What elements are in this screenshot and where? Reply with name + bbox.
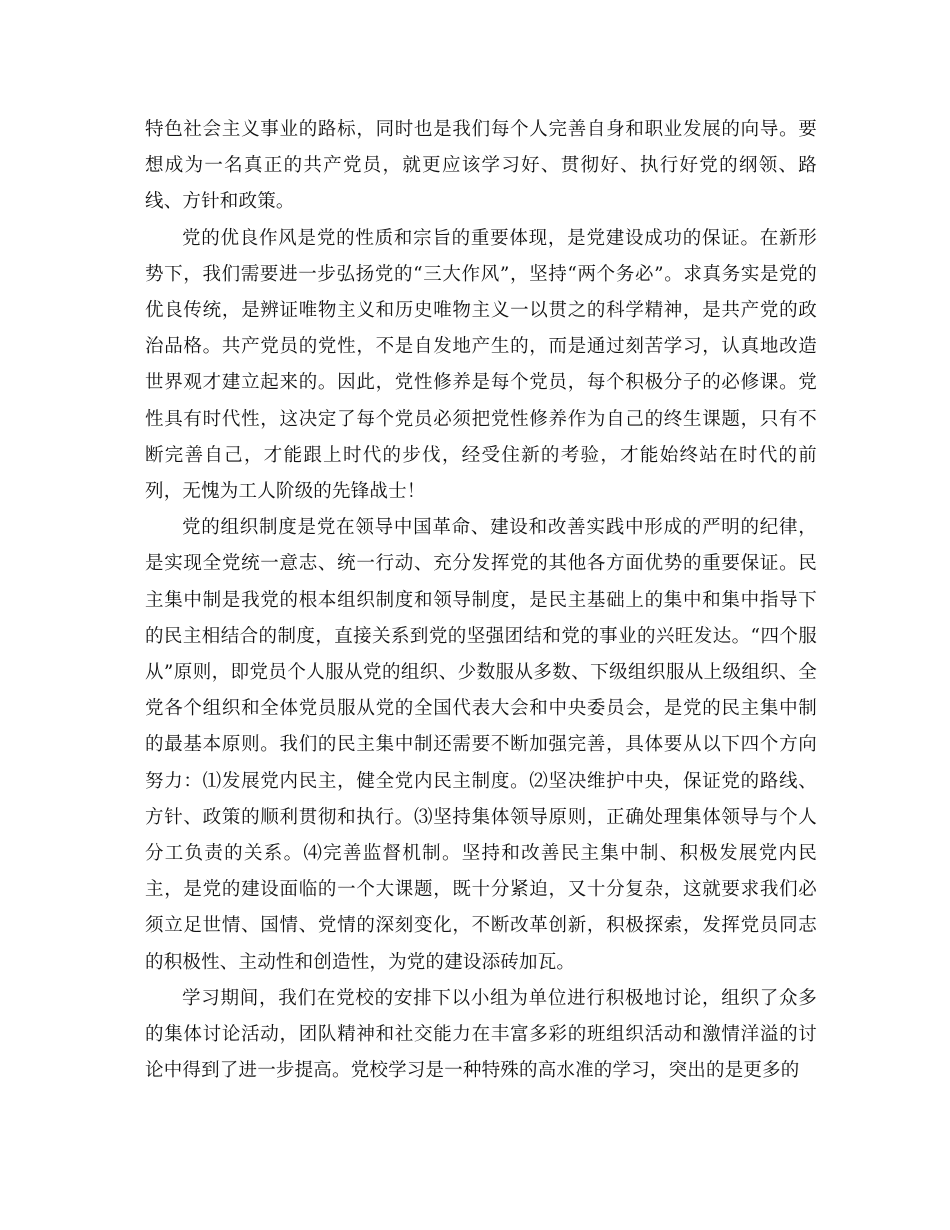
paragraph-3: 党的组织制度是党在领导中国革命、建设和改善实践中形成的严明的纪律，是实现全党统一意志、统一行动、充分发挥党的其他各方面优势的重要保证。民主集中制是我党的根本组织制度和领导制度，是民主基础上的集中和集中指导下的民主相结合的制度，直接关系到党的坚强团结和党的事业的兴旺发达。“四个服从”原则，即党员个人服从党的组织、少数服从多数、下级组织服从上级组织、全党各个组织和全体党员服从党的全国代表大会和中央委员会，是党的民主集中制的最基本原则。我们的民主集中制还需要不断加强完善，具体要从以下四个方向努力：⑴发展党内民主，健全党内民主制度。⑵坚决维护中央，保证党的路线、方针、政策的顺利贯彻和执行。⑶坚持集体领导原则，正确处理集体领导与个人分工负责的关系。⑷完善监督机制。坚持和改善民主集中制、积极发展党内民主，是党的建设面临的一个大课题，既十分紧迫，又十分复杂，这就要求我们必须立足世情、国情、党情的深刻变化，不断改革创新，积极探索，发挥党员同志的积极性、主动性和创造性，为党的建设添砖加瓦。 [145, 517, 817, 973]
paragraph-4: 学习期间，我们在党校的安排下以小组为单位进行积极地讨论，组织了众多的集体讨论活动，团队精神和社交能力在丰富多彩的班组织活动和激情洋溢的讨论中得到了进一步提高。党校学习是一种特殊的高水准的学习，突出的是更多的 [145, 987, 817, 1082]
document-body [145, 112, 817, 1089]
paragraph-1: 特色社会主义事业的路标，同时也是我们每个人完善自身和职业发展的向导。要想成为一名真正的共产党员，就更应该学习好、贯彻好、执行好党的纲领、路线、方针和政策。 [145, 119, 817, 213]
paragraph-2: 党的优良作风是党的性质和宗旨的重要体现，是党建设成功的保证。在新形势下，我们需要进一步弘扬党的“三大作风”，坚持“两个务必”。求真务实是党的优良传统，是辨证唯物主义和历史唯物主义一以贯之的科学精神，是共产党的政治品格。共产党员的党性，不是自发地产生的，而是通过刻苦学习，认真地改造世界观才建立起来的。因此，党性修养是每个党员，每个积极分子的必修课。党性具有时代性，这决定了每个党员必须把党性修养作为自己的终生课题，只有不断完善自己，才能跟上时代的步伐，经受住新的考验，才能始终站在时代的前列，无愧为工人阶级的先锋战士！ [145, 227, 817, 503]
